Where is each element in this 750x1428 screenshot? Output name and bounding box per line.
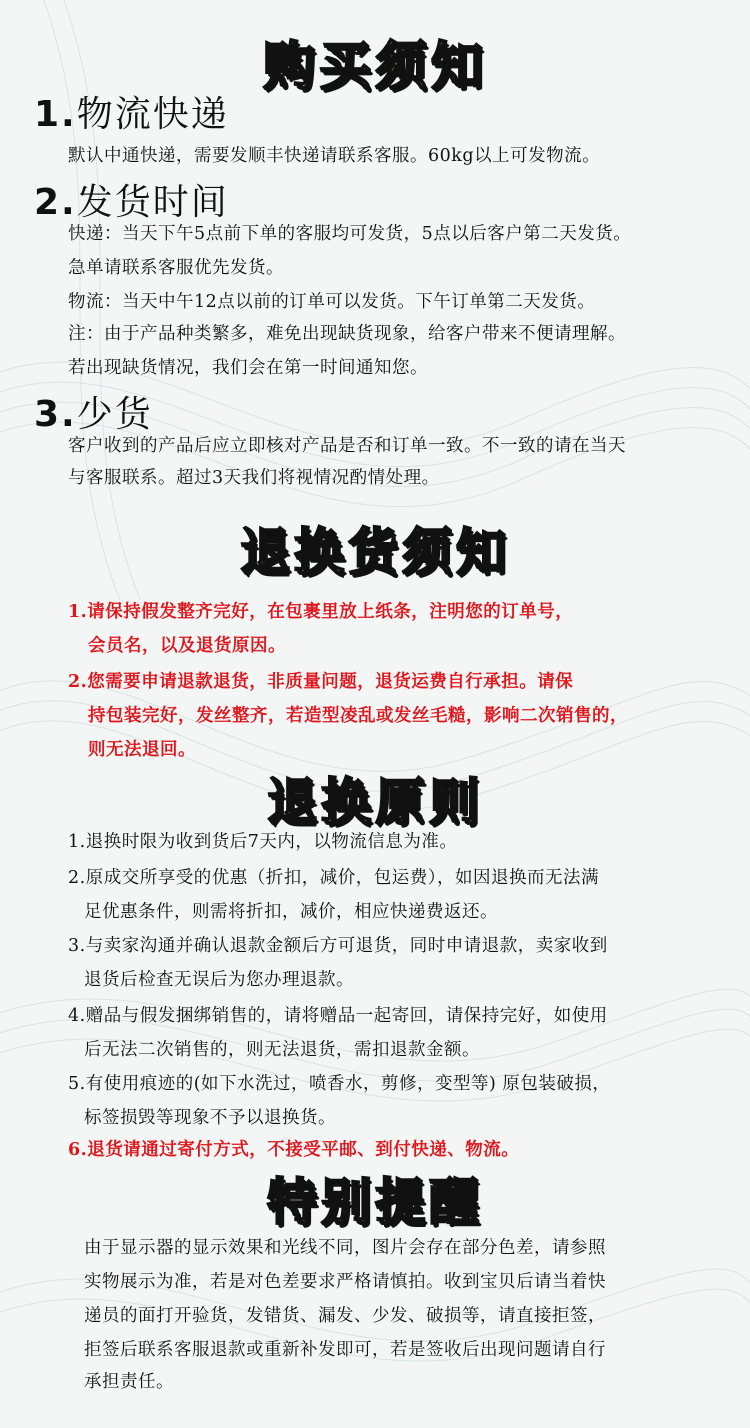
red-text-line: 2.您需要申请退款退货，非质量问题，退货运费自行承担。请保 (68, 672, 574, 692)
text-line: 后无法二次销售的，则无法退货，需扣退款金额。 (84, 1040, 480, 1060)
text-line: 退货后检查无误后为您办理退款。 (84, 970, 354, 990)
text-line: 物流：当天中午12点以前的订单可以发货。下午订单第二天发货。 (68, 292, 596, 312)
red-text-line: 会员名，以及退货原因。 (88, 636, 286, 656)
purchase-notice-banner: 购买须知 (262, 37, 487, 97)
red-text-line: 6.退货请通过寄付方式，不接受平邮、到付快递、物流。 (68, 1140, 520, 1160)
section-title: 少货 (76, 394, 153, 435)
text-line: 快递：当天下午5点前下单的客服均可发货，5点以后客户第二天发货。 (68, 224, 632, 244)
text-line: 1.退换时限为收到货后7天内，以物流信息为准。 (68, 832, 458, 852)
text-line: 足优惠条件，则需将折扣，减价，相应快递费返还。 (84, 902, 498, 922)
section-title: 发货时间 (76, 182, 229, 223)
text-line: 注：由于产品种类繁多，难免出现缺货现象，给客户带来不便请理解。 (68, 324, 626, 344)
text-line: 2.原成交所享受的优惠（折扣，减价，包运费），如因退换而无法满 (68, 868, 599, 888)
text-line: 急单请联系客服优先发货。 (68, 258, 284, 278)
section-number: 2. (34, 182, 77, 223)
exchange-principles-banner: 退换原则 (267, 773, 483, 831)
red-text-line: 1.请保持假发整齐完好，在包裹里放上纸条，注明您的订单号， (68, 602, 574, 622)
text-line: 5.有使用痕迹的(如下水洗过，喷香水，剪修，变型等) 原包装破损， (68, 1074, 611, 1094)
red-text-line: 持包装完好，发丝整齐，若造型凌乱或发丝毛糙，影响二次销售的， (88, 706, 628, 726)
special-reminder-banner: 特别提醒 (267, 1173, 483, 1231)
text-line: 与客服联系。超过3天我们将视情况酌情处理。 (68, 468, 440, 488)
text-line: 默认中通快递，需要发顺丰快递请联系客服。60kg以上可发物流。 (68, 146, 601, 166)
text-line: 承担责任。 (84, 1372, 174, 1392)
text-line: 实物展示为准，若是对色差要求严格请慎拍。收到宝贝后请当着快 (84, 1272, 606, 1292)
text-line: 由于显示器的显示效果和光线不同，图片会存在部分色差，请参照 (84, 1238, 606, 1258)
text-line: 客户收到的产品后应立即核对产品是否和订单一致。不一致的请在当天 (68, 436, 626, 456)
text-line: 拒签后联系客服退款或重新补发即可，若是签收后出现问题请自行 (84, 1340, 606, 1360)
section-missing-goods-heading (34, 386, 153, 437)
section-title: 物流快递 (76, 94, 229, 135)
text-line: 4.赠品与假发捆绑销售的，请将赠品一起寄回，请保持完好，如使用 (68, 1006, 608, 1026)
text-line: 递员的面打开验货，发错货、漏发、少发、破损等，请直接拒签， (84, 1306, 606, 1326)
section-number: 3. (34, 394, 77, 435)
text-line: 3.与卖家沟通并确认退款金额后方可退货，同时申请退款，卖家收到 (68, 936, 608, 956)
section-shipping-time-heading (34, 174, 229, 225)
exchange-notice-banner: 退换货须知 (240, 523, 510, 581)
text-line: 标签损毁等现象不予以退换货。 (84, 1108, 336, 1128)
section-logistics-heading (34, 86, 229, 137)
red-text-line: 则无法退回。 (88, 740, 196, 760)
section-number: 1. (34, 94, 77, 135)
text-line: 若出现缺货情况，我们会在第一时间通知您。 (68, 358, 428, 378)
